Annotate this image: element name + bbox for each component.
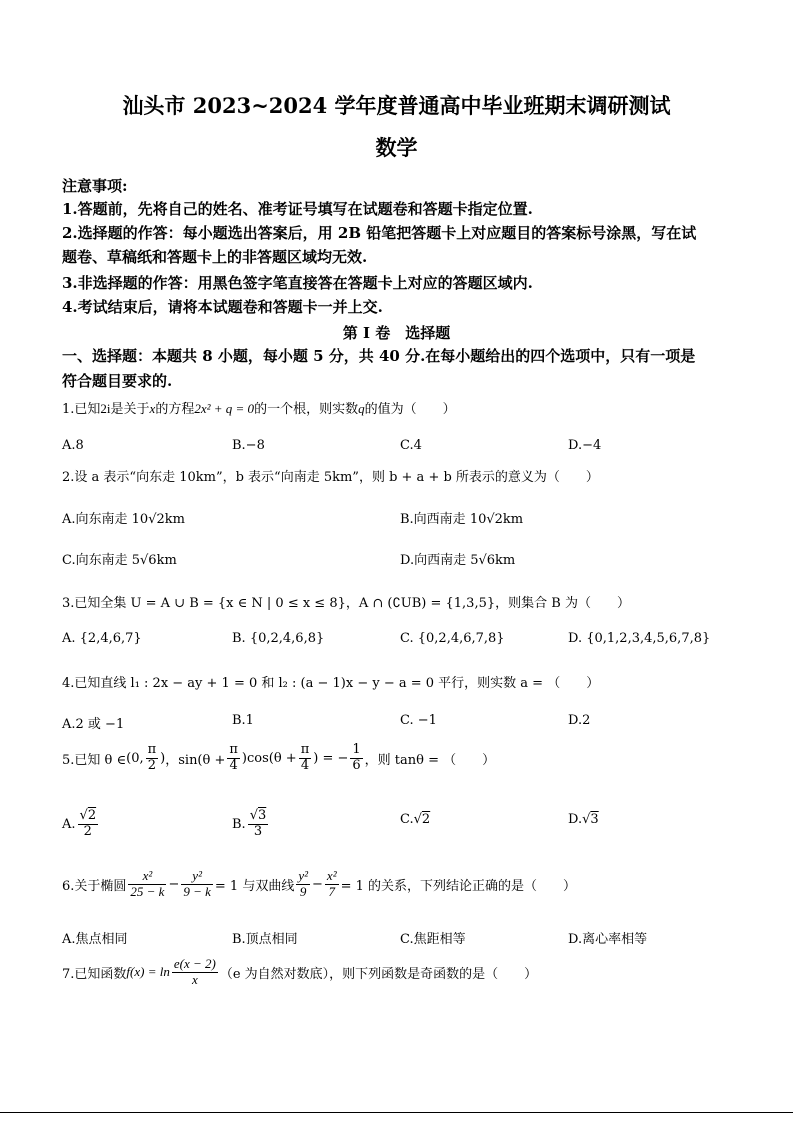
option-a: A.2 或 −1 <box>62 717 125 732</box>
option-d: D.离心率相等 <box>568 932 648 947</box>
option-a: A. $\frac{√2}{2}$ <box>62 808 97 839</box>
option-c: C. −1 <box>400 713 437 728</box>
exam-title: 汕头市 2023~2024 学年度普通高中毕业班期末调研测试 <box>122 93 671 118</box>
option-c: C.√2 <box>400 812 431 827</box>
option-d: D.−4 <box>568 438 602 453</box>
option-b: B.向西南走 10√2km <box>400 512 524 527</box>
option-c: C.向东南走 5√6km <box>62 553 177 568</box>
option-a: A.向东南走 10√2km <box>62 512 185 527</box>
option-a: A. {2,4,6,7} <box>62 631 142 646</box>
option-c: C.焦距相等 <box>400 932 466 947</box>
question-3-stem: 3.已知全集 U = A ∪ B = {x ∈ N | 0 ≤ x ≤ 8}，A ∩ (∁UB) = {1,3,5}，则集合 B 为（ ） <box>62 596 630 611</box>
section-instructions: 一、选择题：本题共 8 小题，每小题 5 分，共 40 分.在每小题给出的四个选项中，只有一项是 <box>62 347 696 365</box>
note-item: 4.考试结束后，请将本试题卷和答题卡一并上交. <box>62 298 383 316</box>
option-b: B.1 <box>232 713 254 728</box>
option-b: B. $\frac{√3}{3}$ <box>232 808 267 839</box>
option-d: D. {0,1,2,3,4,5,6,7,8} <box>568 631 711 646</box>
subject-title: 数学 <box>375 135 418 160</box>
option-b: B.顶点相同 <box>232 932 298 947</box>
option-c: C.4 <box>400 438 422 453</box>
option-b: B.−8 <box>232 438 265 453</box>
page-bottom-rule <box>0 1112 793 1113</box>
question-4-stem: 4.已知直线 l₁ : 2x − ay + 1 = 0 和 l₂ : (a − 1)x − y − a = 0 平行，则实数 a = （ ） <box>62 676 600 691</box>
option-d: D.2 <box>568 713 591 728</box>
question-1-stem: 1.已知2i是关于x的方程2x² + q = 0的一个根，则实数q的值为（ ） <box>62 401 456 417</box>
question-2-stem: 2.设 a 表示“向东走 10km”，b 表示“向南走 5km”，则 b + a + b 所表示的意义为（ ） <box>62 470 599 485</box>
notes-heading: 注意事项: <box>62 177 128 195</box>
option-d: D.向西南走 5√6km <box>400 553 516 568</box>
note-item: 题卷、草稿纸和答题卡上的非答题区域均无效. <box>62 248 368 266</box>
option-c: C. {0,2,4,6,7,8} <box>400 631 505 646</box>
section-instructions: 符合题目要求的. <box>62 372 173 390</box>
question-6-stem: 6.关于椭圆 $\frac{\text{x²}}{25 - k}$ − $\frac{\text{y²}}{9 - k}$ = 1 与双曲线 $\frac{\text{y²}}{9}$ − $\frac{\text{x²}}{7}$ = 1 的关系，下列结论正确的是（ ） <box>62 868 577 899</box>
option-a: A.8 <box>62 438 84 453</box>
note-item: 3.非选择题的作答：用黑色签字笔直接答在答题卡上对应的答题区域内. <box>62 274 533 292</box>
option-d: D.√3 <box>568 812 599 827</box>
note-item: 1.答题前，先将自己的姓名、准考证号填写在试题卷和答题卡指定位置. <box>62 200 533 218</box>
question-5-stem: 5.已知 θ ∈ (0, $\frac{\pi}{2}$ ) ，sin(θ + $\frac{\pi}{4}$ )cos(θ + $\frac{\pi}{4}$ ) = − $\frac{1}{6}$ ，则 tanθ = （ ） <box>62 742 496 773</box>
question-7-stem: 7.已知函数 f(x) = ln $\frac{e(x - 2)}{x}$ （e 为自然对数底），则下列函数是奇函数的是（ ） <box>62 956 538 987</box>
option-a: A.焦点相同 <box>62 932 128 947</box>
note-item: 2.选择题的作答：每小题选出答案后，用 2B 铅笔把答题卡上对应题目的答案标号涂黑，写在试 <box>62 224 697 242</box>
volume-label: 第 I 卷 选择题 <box>342 324 451 342</box>
option-b: B. {0,2,4,6,8} <box>232 631 325 646</box>
